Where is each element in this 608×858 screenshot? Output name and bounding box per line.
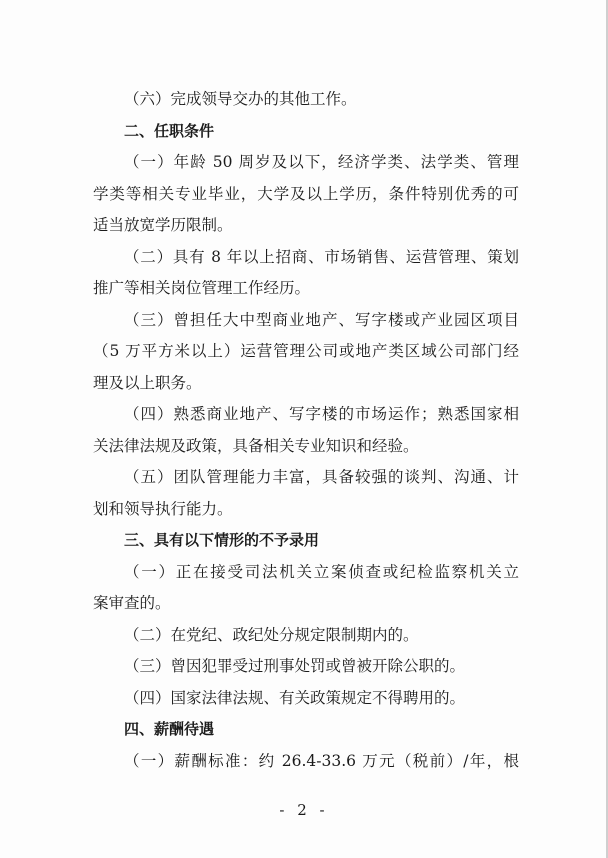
paragraph-line: 学类等相关专业毕业，大学及以上学历，条件特别优秀的可	[93, 184, 519, 203]
paragraph-line: 关法律法规及政策，具备相关专业知识和经验。	[93, 436, 419, 455]
paragraph-line: （三）曾担任大中型商业地产、写字楼或产业园区项目	[124, 310, 519, 329]
exclusion-item-3: （三）曾因犯罪受过刑事处罚或曾被开除公职的。	[124, 657, 466, 675]
exclusion-item-4: （四）国家法律法规、有关政策规定不得聘用的。	[124, 688, 466, 707]
paragraph-line: （二）具有 8 年以上招商、市场销售、运营管理、策划	[124, 247, 519, 266]
paragraph-line: 推广等相关岗位管理工作经历。	[93, 279, 311, 297]
section-heading-qualifications: 二、任职条件	[124, 121, 215, 140]
paragraph-line: （五）团队管理能力丰富，具备较强的谈判、沟通、计	[124, 468, 519, 486]
page-number: - 2 -	[279, 801, 329, 819]
paragraph-line: 案审查的。	[93, 594, 171, 612]
paragraph-line: 适当放宽学历限制。	[93, 216, 233, 234]
section-heading-exclusions: 三、具有以下情形的不予录用	[124, 531, 320, 549]
compensation-item-1: （一）薪酬标准：约 26.4-33.6 万元（税前）/年，根	[124, 751, 519, 770]
exclusion-item-2: （二）在党纪、政纪处分规定限制期内的。	[124, 625, 419, 644]
paragraph-line: （四）熟悉商业地产、写字楼的市场运作；熟悉国家相	[124, 405, 519, 423]
exclusion-item-1	[93, 557, 519, 620]
qualification-item-1	[93, 147, 519, 242]
qualification-item-2	[93, 242, 519, 305]
paragraph-line: （一）正在接受司法机关立案侦查或纪检监察机关立	[124, 562, 519, 581]
qualification-item-5	[93, 462, 519, 525]
document-body	[93, 84, 519, 777]
paragraph-line: 划和领导执行能力。	[93, 499, 233, 518]
qualification-item-4	[93, 399, 519, 462]
paragraph-line: （5 万平方米以上）运营管理公司或地产类区域公司部门经	[93, 342, 519, 360]
duty-item-6: （六）完成领导交办的其他工作。	[124, 90, 357, 108]
paragraph-line: 理及以上职务。	[93, 373, 202, 392]
qualification-item-3	[93, 305, 519, 400]
paragraph-line: （一）年龄 50 周岁及以下，经济学类、法学类、管理	[124, 153, 519, 171]
section-heading-compensation: 四、薪酬待遇	[124, 720, 215, 738]
